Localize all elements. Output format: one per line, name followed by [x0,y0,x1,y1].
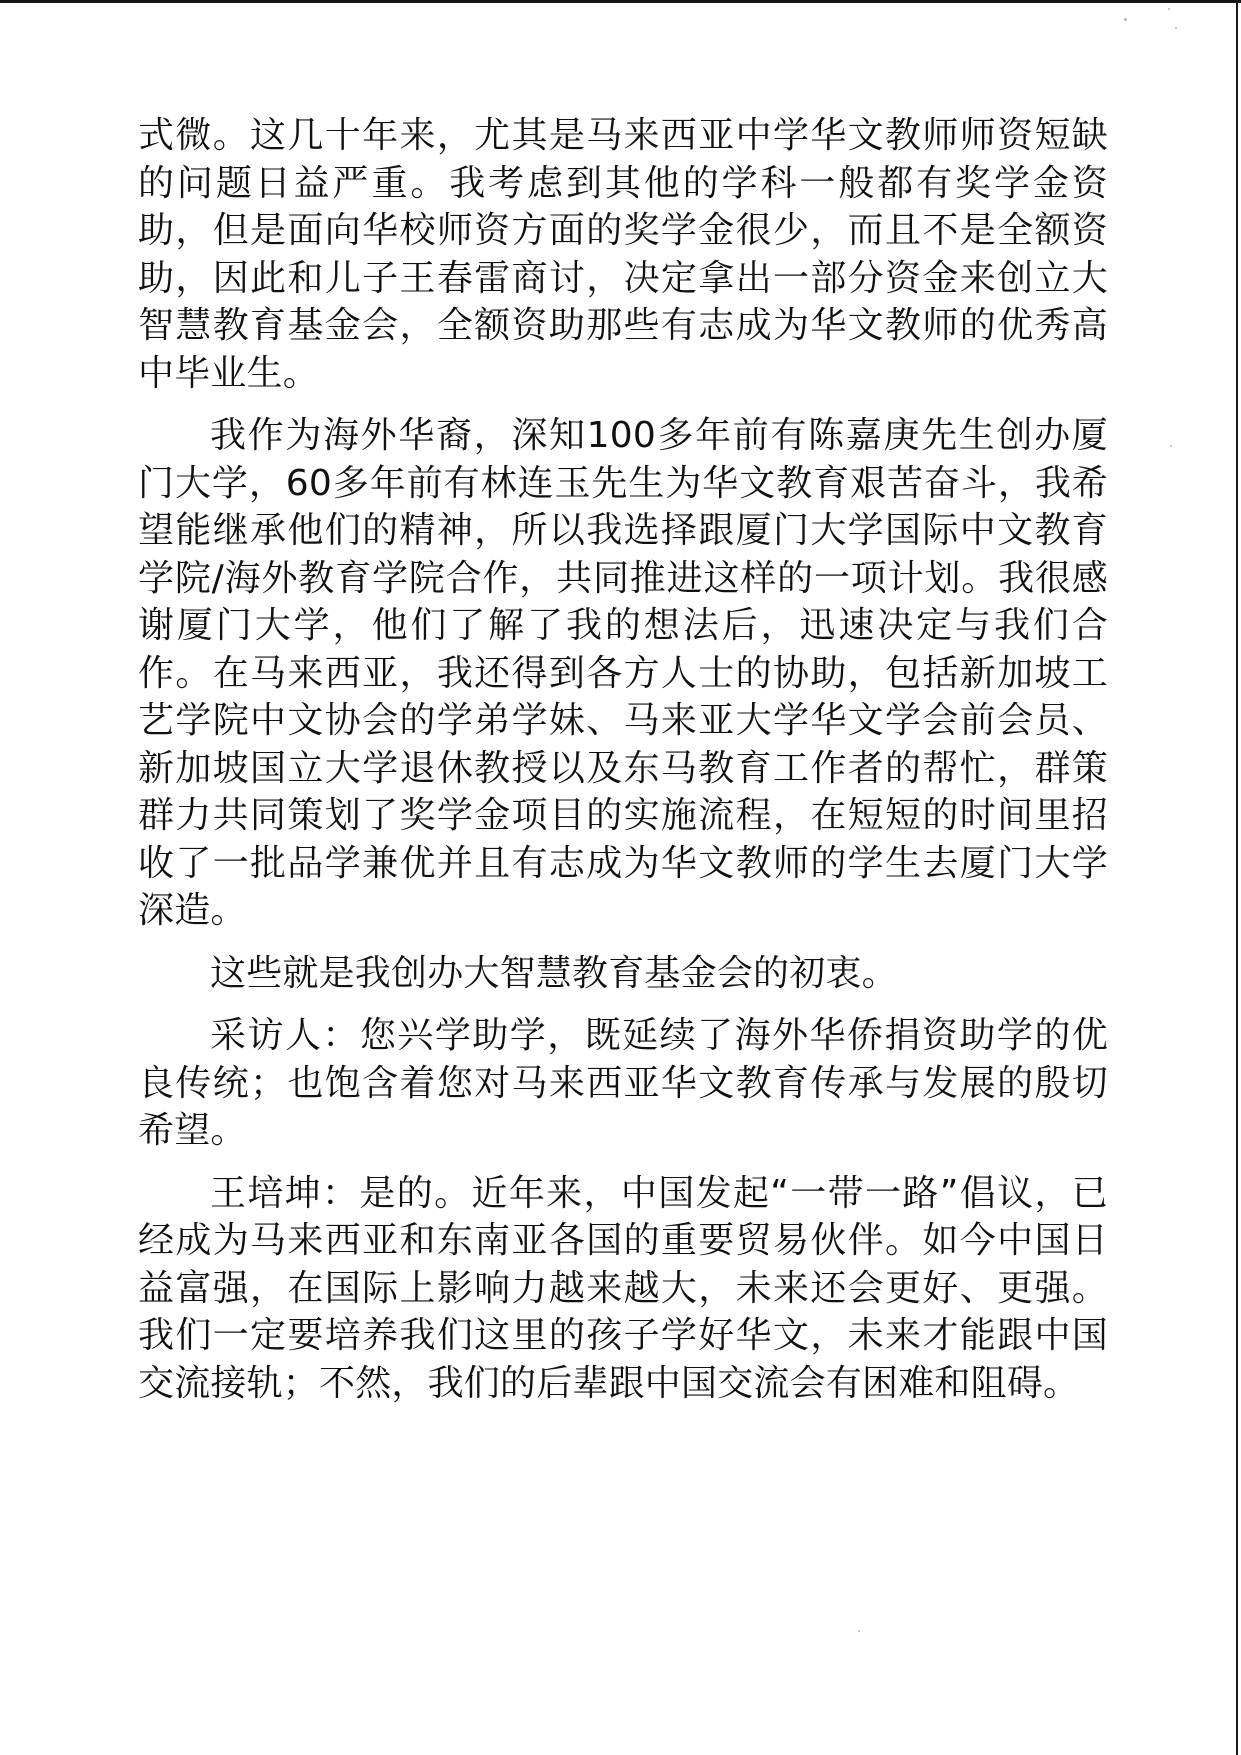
paragraph-4: 采访人：您兴学助学，既延续了海外华侨捐资助学的优良传统；也饱含着您对马来西亚华文教育传承与发展的殷切希望。 [138,1015,1108,1151]
scan-speck [1170,445,1172,447]
scan-speck [1124,18,1127,21]
paragraph-3: 这些就是我创办大智慧教育基金会的初衷。 [210,952,898,994]
scan-speck [1168,8,1170,10]
paragraph-5: 王培坤：是的。近年来，中国发起“一带一路”倡议，已经成为马来西亚和东南亚各国的重要贸易伙伴。如今中国日益富强，在国际上影响力越来越大，未来还会更好、更强。我们一定要培养我们这里的孩子学好华文，未来才能跟中国交流接轨；不然，我们的后辈跟中国交流会有困难和阻碍。 [138,1172,1108,1404]
scan-speck [858,1630,860,1632]
right-border-line [1236,0,1238,1755]
paragraph-2: 我作为海外华裔，深知100多年前有陈嘉庚先生创办厦门大学，60多年前有林连玉先生为华文教育艰苦奋斗，我希望能继承他们的精神，所以我选择跟厦门大学国际中文教育学院/海外教育学院合作，共同推进这样的一项计划。我很感谢厦门大学，他们了解了我的想法后，迅速决定与我们合作。在马来西亚，我还得到各方人士的协助，包括新加坡工艺学院中文协会的学弟学妹、马来亚大学华文学会前会员、新加坡国立大学退休教授以及东马教育工作者的帮忙，群策群力共同策划了奖学金项目的实施流程，在短短的时间里招收了一批品学兼优并且有志成为华文教师的学生去厦门大学深造。 [138,415,1108,931]
paragraph-1: 式微。这几十年来，尤其是马来西亚中学华文教师师资短缺的问题日益严重。我考虑到其他的学科一般都有奖学金资助，但是面向华校师资方面的奖学金很少，而且不是全额资助，因此和儿子王春雷商讨，决定拿出一部分资金来创立大智慧教育基金会，全额资助那些有志成为华文教师的优秀高中毕业生。 [138,115,1108,394]
top-border-line [0,0,1241,3]
scan-speck [1175,27,1177,29]
document-body [138,112,1108,1422]
